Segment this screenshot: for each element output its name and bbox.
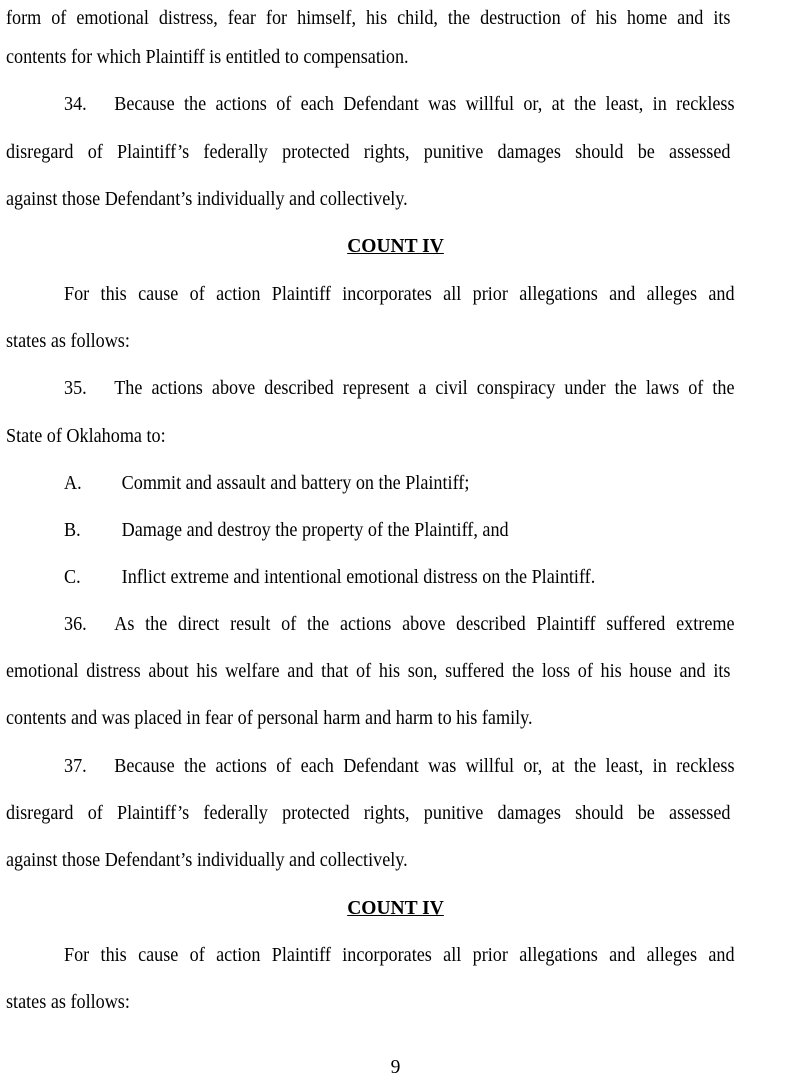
paragraph-34-line-1 xyxy=(64,92,735,118)
section-heading: COUNT IV xyxy=(347,236,444,257)
text-line: State of Oklahoma to: xyxy=(6,426,166,447)
text-line: disregard of Plaintiff’s federally protected rights, punitive damages should be assessed xyxy=(6,803,731,824)
list-item-c xyxy=(64,565,595,591)
page-number: 9 xyxy=(390,1057,401,1078)
paragraph-number: 36. xyxy=(64,614,87,635)
paragraph-37-line-1 xyxy=(64,754,735,780)
text-line: form of emotional distress, fear for himself, his child, the destruction of his home and its xyxy=(6,8,731,29)
list-item-a xyxy=(64,471,469,497)
text-line: states as follows: xyxy=(6,331,130,352)
text-line: contents and was placed in fear of personal harm and harm to his family. xyxy=(6,708,533,729)
paragraph-36-line-1 xyxy=(64,612,735,638)
text-line: For this cause of action Plaintiff incorporates all prior allegations and alleges and xyxy=(64,945,735,966)
text-span: Because the actions of each Defendant was willful or, at the least, in reckless xyxy=(114,756,735,777)
text-span: As the direct result of the actions above described Plaintiff suffered extreme xyxy=(114,614,735,635)
paragraph-35-line-1 xyxy=(64,376,735,402)
text-line: emotional distress about his welfare and that of his son, suffered the loss of his house and its xyxy=(6,661,731,682)
list-text: Damage and destroy the property of the Plaintiff, and xyxy=(121,520,509,541)
list-letter: C. xyxy=(64,567,81,588)
list-text: Commit and assault and battery on the Plaintiff; xyxy=(121,473,470,494)
paragraph-number: 34. xyxy=(64,94,87,115)
text-line: For this cause of action Plaintiff incorporates all prior allegations and alleges and xyxy=(64,284,735,305)
text-line: against those Defendant’s individually and collectively. xyxy=(6,850,408,871)
list-letter: A. xyxy=(64,473,82,494)
list-text: Inflict extreme and intentional emotional distress on the Plaintiff. xyxy=(121,567,596,588)
paragraph-number: 35. xyxy=(64,378,87,399)
text-span: Because the actions of each Defendant was willful or, at the least, in reckless xyxy=(114,94,735,115)
text-line: states as follows: xyxy=(6,992,130,1013)
paragraph-number: 37. xyxy=(64,756,87,777)
text-line: against those Defendant’s individually and collectively. xyxy=(6,189,408,210)
list-letter: B. xyxy=(64,520,81,541)
text-span: The actions above described represent a civil conspiracy under the laws of the xyxy=(114,378,735,399)
document-page xyxy=(6,0,785,1082)
list-item-b xyxy=(64,518,509,544)
text-line: disregard of Plaintiff’s federally protected rights, punitive damages should be assessed xyxy=(6,142,731,163)
text-line: contents for which Plaintiff is entitled to compensation. xyxy=(6,47,409,68)
section-heading: COUNT IV xyxy=(347,898,444,919)
